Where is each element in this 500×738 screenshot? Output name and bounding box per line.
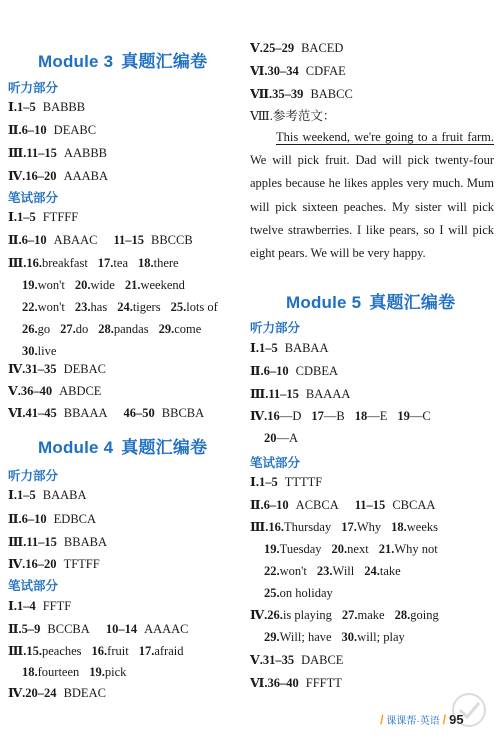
m3-written-heading: 笔试部分 [8, 191, 59, 205]
m4-written-6: Ⅵ.30–34 CDFAE [250, 64, 346, 78]
m3-written-4: Ⅳ.31–35 DEBAC [8, 362, 106, 376]
m4-written-4: Ⅳ.20–24 BDEAC [8, 686, 106, 700]
m5-written-2: Ⅱ.6–10 ACBCA 11–15 CBCAA [250, 498, 436, 512]
m3-written-6: Ⅵ.41–45 BBAAA 46–50 BBCBA [8, 406, 205, 420]
m5-listening-heading: 听力部分 [250, 321, 301, 335]
m4-written-3-line: 18.fourteen 19.pick [22, 665, 127, 679]
m5-written-1: Ⅰ.1–5 TTTTF [250, 475, 323, 489]
essay-first-sentence: This weekend, we're going to a fruit farm. [276, 130, 494, 144]
m4-listening-2: Ⅱ.6–10 EDBCA [8, 512, 97, 526]
m3-listening-4: Ⅳ.16–20 AAABA [8, 169, 109, 183]
m4-written-7: Ⅶ.35–39 BABCC [250, 87, 353, 101]
m3-written-3-line: 26.go 27.do 28.pandas 29.come [22, 322, 202, 336]
m3-written-5: Ⅴ.36–40 ABDCE [8, 384, 102, 398]
m3-listening-2: Ⅱ.6–10 DEABC [8, 123, 97, 137]
m4-listening-4: Ⅳ.16–20 TFTFF [8, 557, 100, 571]
page-number: 95 [449, 712, 464, 727]
m5-written-4-line: Ⅳ.26.is playing 27.make 28.going [250, 608, 439, 622]
m5-written-3-line: 25.on holiday [264, 586, 333, 600]
m5-written-3-line: Ⅲ.16.Thursday 17.Why 18.weeks [250, 520, 439, 534]
m4-listening-3: Ⅲ.11–15 BBABA [8, 535, 107, 549]
m3-written-3-line: 22.won't 23.has 24.tigers 25.lots of [22, 300, 218, 314]
m3-listening-1: Ⅰ.1–5 BABBB [8, 100, 86, 114]
m4-listening-1: Ⅰ.1–5 BAABA [8, 488, 87, 502]
m3-listening-3: Ⅲ.11–15 AABBB [8, 146, 107, 160]
m5-listening-3: Ⅲ.11–15 BAAAA [250, 387, 351, 401]
module-4-title: Module 4 真题汇编卷 [38, 438, 208, 457]
brand-label: 课课帮·英语 [386, 716, 440, 727]
m5-listening-2: Ⅱ.6–10 CDBEA [250, 364, 339, 378]
m4-written-8-label: Ⅷ.参考范文： [250, 109, 336, 123]
m3-listening-heading: 听力部分 [8, 81, 59, 95]
m5-written-5: Ⅴ.31–35 DABCE [250, 653, 344, 667]
m4-written-3-line: Ⅲ.15.peaches 16.fruit 17.afraid [8, 644, 184, 658]
m3-written-2: Ⅱ.6–10 ABAAC 11–15 BBCCB [8, 233, 193, 247]
m5-written-3-line: 19.Tuesday 20.next 21.Why not [264, 542, 438, 556]
m5-listening-4-line: 20—A [264, 431, 299, 445]
m3-written-3-line: Ⅲ.16.breakfast 17.tea 18.there [8, 256, 179, 270]
m5-written-3-line: 22.won't 23.Will 24.take [264, 564, 401, 578]
m4-written-5: Ⅴ.25–29 BACED [250, 41, 344, 55]
watermark-logo-icon [440, 690, 498, 736]
m5-listening-4-line: Ⅳ.16—D 17—B 18—E 19—C [250, 409, 431, 423]
m4-listening-heading: 听力部分 [8, 469, 59, 483]
m5-written-heading: 笔试部分 [250, 456, 301, 470]
m5-written-4-line: 29.Will; have 30.will; play [264, 630, 405, 644]
m5-listening-1: Ⅰ.1–5 BABAA [250, 341, 329, 355]
m3-written-1: Ⅰ.1–5 FTFFF [8, 210, 79, 224]
m3-written-3-line: 30.live [22, 344, 57, 358]
m5-written-6: Ⅵ.36–40 FFFTT [250, 676, 342, 690]
module-3-title: Module 3 真题汇编卷 [38, 52, 208, 71]
module-5-title: Module 5 真题汇编卷 [286, 293, 456, 312]
sample-essay [250, 126, 494, 265]
m4-written-heading: 笔试部分 [8, 579, 59, 593]
m4-written-1: Ⅰ.1–4 FFTF [8, 599, 72, 613]
m3-written-3-line: 19.won't 20.wide 21.weekend [22, 278, 185, 292]
essay-body: We will pick fruit. Dad will pick twenty-four apples because he likes apples very much. Mum will pick sixteen peaches. My sister will pick twelve strawberries. I like pears, so I will pick eight pears. We will be very happy. [250, 153, 494, 261]
m4-written-2: Ⅱ.5–9 BCCBA 10–14 AAAAC [8, 622, 189, 636]
page-footer: / 课课帮·英语 / 95 [380, 712, 464, 727]
